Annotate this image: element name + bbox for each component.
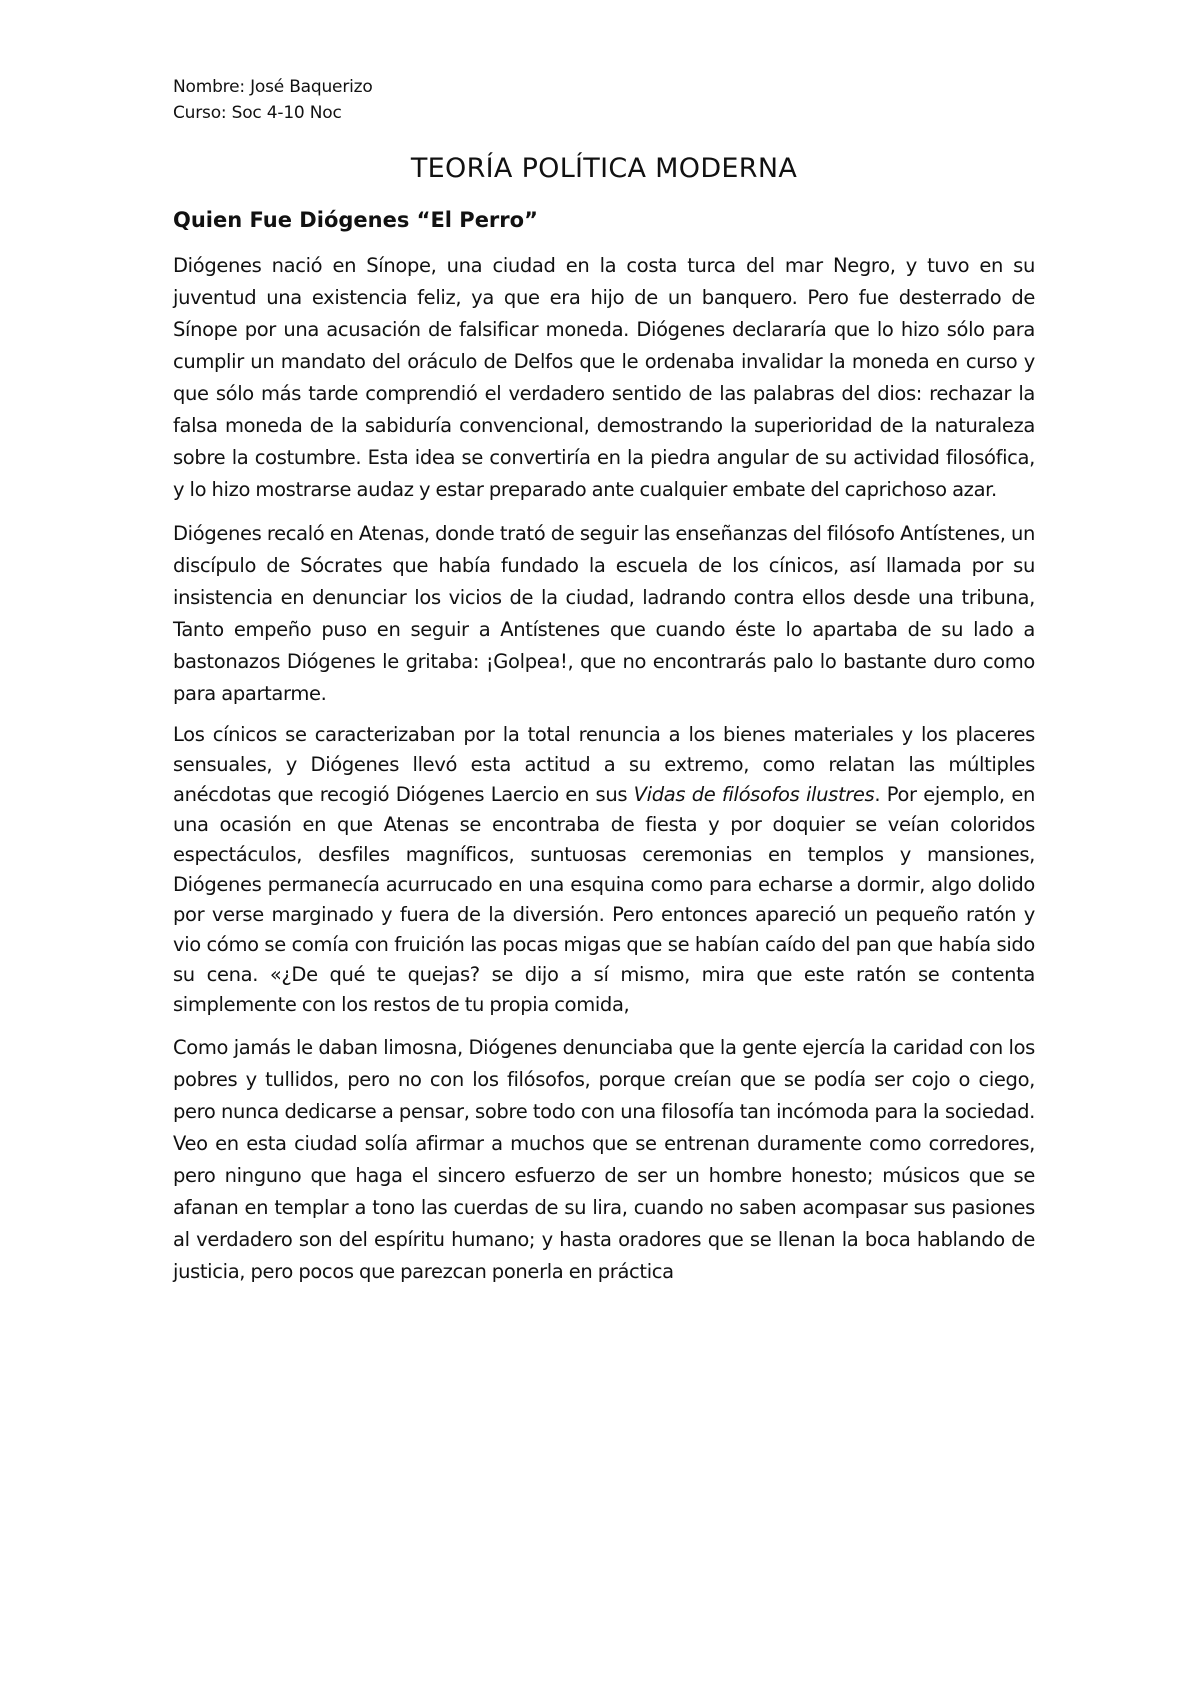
document-title: TEORÍA POLÍTICA MODERNA [410,153,798,184]
document-body [173,74,1035,1288]
paragraph-4: Como jamás le daban limosna, Diógenes denunciaba que la gente ejercía la caridad con los pobres y tullidos, pero no con los filósofos, porque creían que se podía ser cojo o ciego, pero nunca dedicarse a pensar, sobre todo con una filosofía tan incómoda para la sociedad. Veo en esta ciudad solía afirmar a muchos que se entrenan duramente como corredores, pero ninguno que haga el sincero esfuerzo de ser un hombre honesto; músicos que se afanan en templar a tono las cuerdas de su lira, cuando no saben acompasar sus pasiones al verdadero son del espíritu humano; y hasta oradores que se llenan la boca hablando de justicia, pero pocos que parezcan ponerla en práctica [173,1036,1035,1283]
paragraph-3-text-start: Los cínicos se caracterizaban por la total renuncia a los bienes materiales y los placeres sensuales, y Diógenes llevó esta actitud a su extremo, como relatan las múltiples anécdotas que recogió Diógenes Laercio en sus [173,723,1035,806]
paragraph-3 [173,720,1035,1020]
book-title-italic: Vidas de filósofos ilustres [633,783,875,806]
paragraph-3-text-end: . Por ejemplo, en una ocasión en que Atenas se encontraba de fiesta y por doquier se veían coloridos espectáculos, desfiles magníficos, suntuosas ceremonias en templos y mansiones, Diógenes permanecía acurrucado en una esquina como para echarse a dormir, algo dolido por verse marginado y fuera de la diversión. Pero entonces apareció un pequeño ratón y vio cómo se comía con fruición las pocas migas que se habían caído del pan que había sido su cena. «¿De qué te quejas? se dijo a sí mismo, mira que este ratón se contenta simplemente con los restos de tu propia comida, [173,783,1035,1016]
paragraph-2: Diógenes recaló en Atenas, donde trató de seguir las enseñanzas del filósofo Antístenes, un discípulo de Sócrates que había fundado la escuela de los cínicos, así llamada por su insistencia en denunciar los vicios de la ciudad, ladrando contra ellos desde una tribuna, Tanto empeño puso en seguir a Antístenes que cuando éste lo apartaba de su lado a bastonazos Diógenes le gritaba: ¡Golpea!, que no encontrarás palo lo bastante duro como para apartarme. [173,522,1035,705]
paragraph-1: Diógenes nació en Sínope, una ciudad en la costa turca del mar Negro, y tuvo en su juventud una existencia feliz, ya que era hijo de un banquero. Pero fue desterrado de Sínope por una acusación de falsificar moneda. Diógenes declararía que lo hizo sólo para cumplir un mandato del oráculo de Delfos que le ordenaba invalidar la moneda en curso y que sólo más tarde comprendió el verdadero sentido de las palabras del dios: rechazar la falsa moneda de la sabiduría convencional, demostrando la superioridad de la naturaleza sobre la costumbre. Esta idea se convertiría en la piedra angular de su actividad filosófica, y lo hizo mostrarse audaz y estar preparado ante cualquier embate del caprichoso azar. [173,254,1035,501]
student-name: Nombre: José Baquerizo [173,77,373,97]
course-info: Curso: Soc 4-10 Noc [173,103,342,123]
section-heading: Quien Fue Diógenes “El Perro” [173,208,538,232]
